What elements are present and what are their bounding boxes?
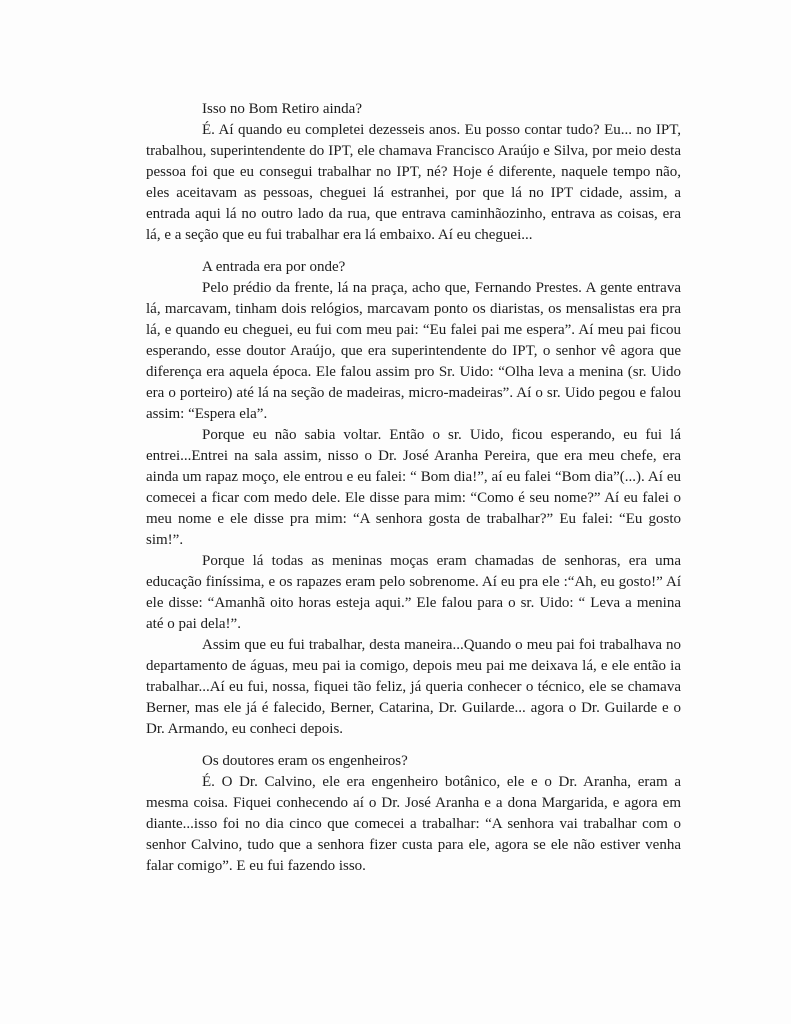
interview-answer: Porque eu não sabia voltar. Então o sr. Uido, ficou esperando, eu fui lá entrei...Entrei na sala assim, nisso o Dr. José Aranha Pereira, que era meu chefe, era ainda um rapaz moço, ele entrou e eu falei: “ Bom dia!”, aí eu falei “Bom dia”(...). Aí eu comecei a ficar com medo dele. Ele disse para mim: “Como é seu nome?” Aí eu falei o meu nome e ele disse pra mim: “A senhora gosta de trabalhar?” Eu falei: “Eu gosto sim!”. — [146, 427, 681, 548]
interview-answer: É. Aí quando eu completei dezesseis anos. Eu posso contar tudo? Eu... no IPT, trabalhou, superintendente do IPT, ele chamava Francisco Araújo e Silva, por meio desta pessoa foi que eu consegui trabalhar no IPT, né? Hoje é diferente, naquele tempo não, eles aceitavam as pessoas, cheguei lá estranhei, por que lá no IPT cidade, assim, a entrada aqui lá no outro lado da rua, que entrava caminhãozinho, entrava as coisas, era lá, e a seção que eu fui trabalhar era lá embaixo. Aí eu cheguei... — [146, 122, 681, 243]
interview-answer: Porque lá todas as meninas moças eram chamadas de senhoras, era uma educação finíssima, e os rapazes eram pelo sobrenome. Aí eu pra ele :“Ah, eu gosto!” Aí ele disse: “Amanhã oito horas esteja aqui.” Ele falou para o sr. Uido: “ Leva a menina até o pai dela!”. — [146, 553, 681, 632]
interview-question: Os doutores eram os engenheiros? — [202, 753, 408, 769]
interview-question: Isso no Bom Retiro ainda? — [202, 101, 362, 117]
interview-answer: Assim que eu fui trabalhar, desta maneira...Quando o meu pai foi trabalhava no departamento de águas, meu pai ia comigo, depois meu pai me deixava lá, e ele então ia trabalhar...Aí eu fui, nossa, fiquei tão feliz, já queria conhecer o técnico, ele se chamava Berner, mas ele já é falecido, Berner, Catarina, Dr. Guilarde... agora o Dr. Guilarde e o Dr. Armando, eu conheci depois. — [146, 637, 681, 737]
interview-answer: Pelo prédio da frente, lá na praça, acho que, Fernando Prestes. A gente entrava lá, marcavam, tinham dois relógios, marcavam ponto os diaristas, os mensalistas era pra lá, e quando eu cheguei, eu fui com meu pai: “Eu falei pai me espera”. Aí meu pai ficou esperando, esse doutor Araújo, que era superintendente do IPT, o senhor vê agora que diferença era aquela época. Ele falou assim pro Sr. Uido: “Olha leva a menina (sr. Uido era o porteiro) até lá na seção de madeiras, micro-madeiras”. Aí o sr. Uido pegou e falou assim: “Espera ela”. — [146, 280, 681, 422]
transcript-text-block — [146, 99, 681, 877]
interview-question: A entrada era por onde? — [202, 259, 346, 275]
interview-answer: É. O Dr. Calvino, ele era engenheiro botânico, ele e o Dr. Aranha, eram a mesma coisa. Fiquei conhecendo aí o Dr. José Aranha e a dona Margarida, e agora em diante...isso foi no dia cinco que comecei a trabalhar: “A senhora vai trabalhar com o senhor Calvino, tudo que a senhora fizer custa para ele, agora se ele não estiver venha falar comigo”. E eu fui fazendo isso. — [146, 774, 681, 874]
